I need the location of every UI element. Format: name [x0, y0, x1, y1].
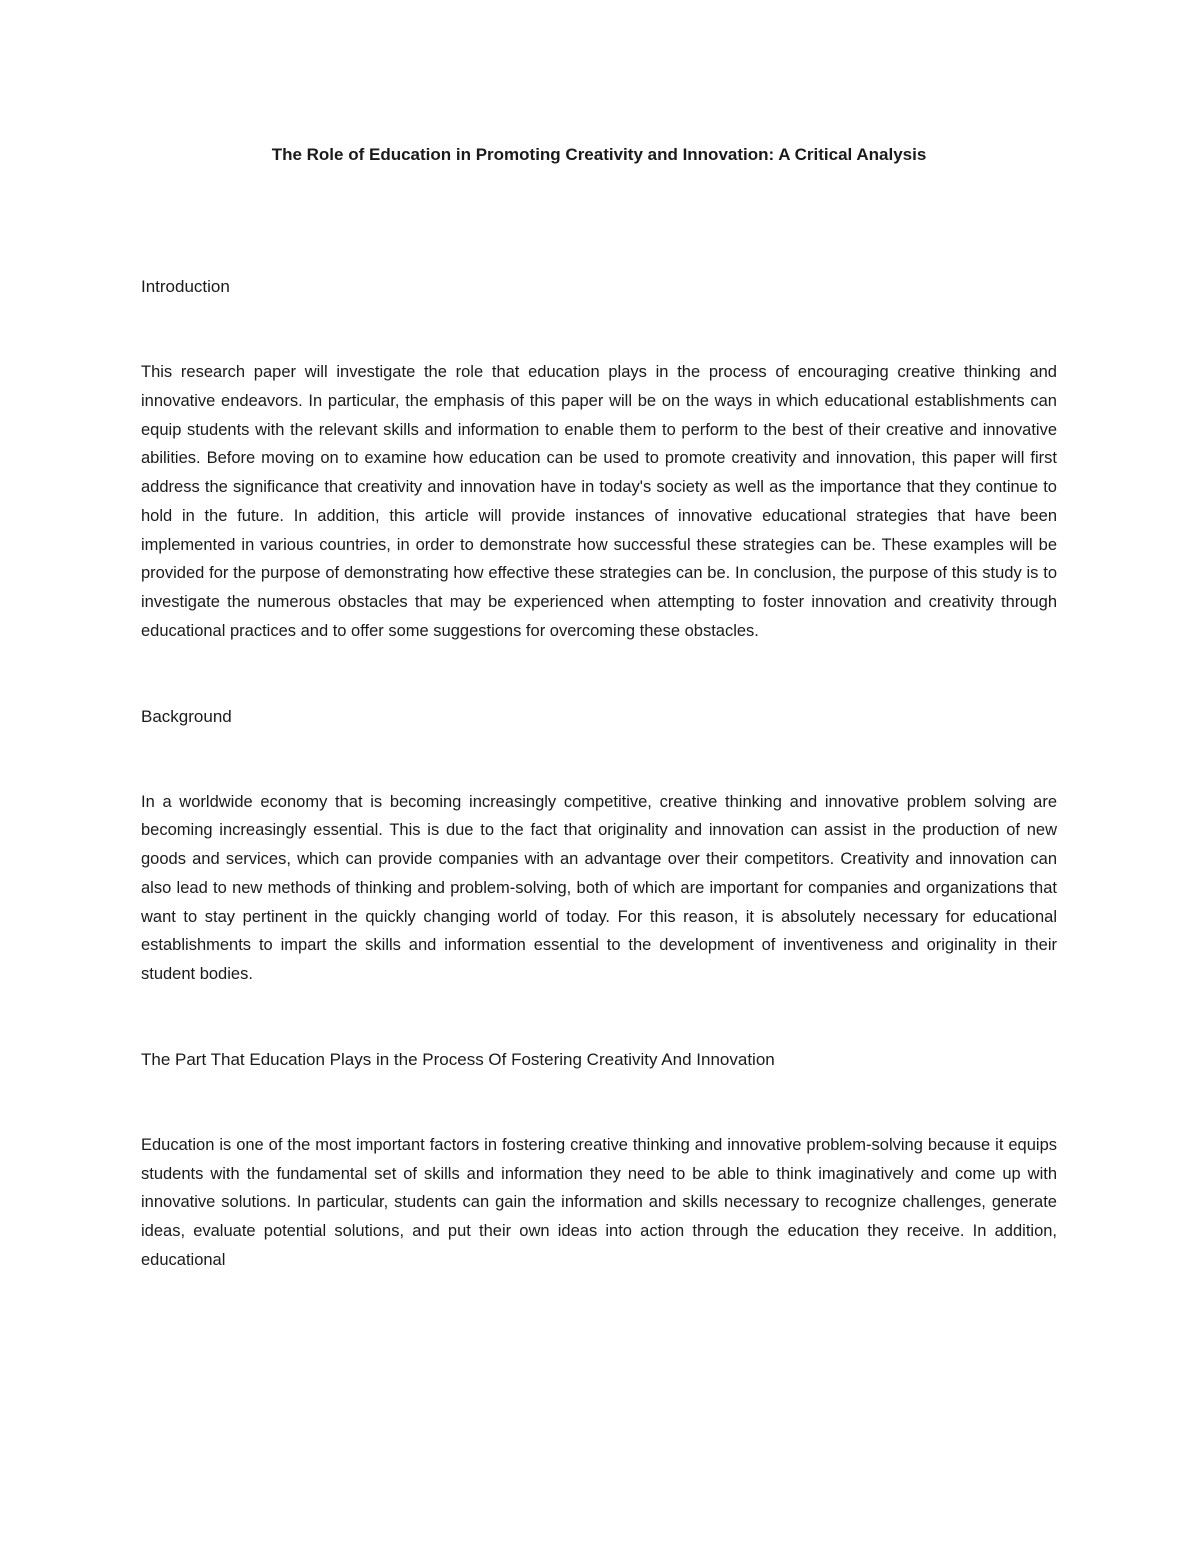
section-paragraph-background: In a worldwide economy that is becoming increasingly competitive, creative thinking and innovative problem solving are becoming increasingly essential. This is due to the fact that originality and innovation can assist in the production of new goods and services, which can provide companies with an advantage over their competitors. Creativity and innovation can also lead to new methods of thinking and problem-solving, both of which are important for companies and organizations that want to stay pertinent in the quickly changing world of today. For this reason, it is absolutely necessary for educational establishments to impart the skills and information essential to the development of inventiveness and originality in their student bodies. [141, 792, 1057, 983]
section-paragraph-introduction: This research paper will investigate the role that education plays in the process of encouraging creative thinking and innovative endeavors. In particular, the emphasis of this paper will be on the ways in which educational establishments can equip students with the relevant skills and information to enable them to perform to the best of their creative and innovative abilities. Before moving on to examine how education can be used to promote creativity and innovation, this paper will first address the significance that creativity and innovation have in today's society as well as the importance that they continue to hold in the future. In addition, this article will provide instances of innovative educational strategies that have been implemented in various countries, in order to demonstrate how successful these strategies can be. These examples will be provided for the purpose of demonstrating how effective these strategies can be. In conclusion, the purpose of this study is to investigate the numerous obstacles that may be experienced when attempting to foster innovation and creativity through educational practices and to offer some suggestions for overcoming these obstacles. [141, 363, 1057, 640]
section-heading-background: Background [141, 706, 232, 726]
document-title: The Role of Education in Promoting Creativity and Innovation: A Critical Analysis [271, 145, 927, 164]
document-body [141, 141, 1057, 1275]
section-heading-education-role: The Part That Education Plays in the Process Of Fostering Creativity And Innovation [141, 1049, 775, 1069]
section-paragraph-education-role: Education is one of the most important factors in fostering creative thinking and innovative problem-solving because it equips students with the fundamental set of skills and information they need to be able to think imaginatively and come up with innovative solutions. In particular, students can gain the information and skills necessary to recognize challenges, generate ideas, evaluate potential solutions, and put their own ideas into action through the education they receive. In addition, educational [141, 1135, 1057, 1269]
section-heading-introduction: Introduction [141, 277, 230, 296]
